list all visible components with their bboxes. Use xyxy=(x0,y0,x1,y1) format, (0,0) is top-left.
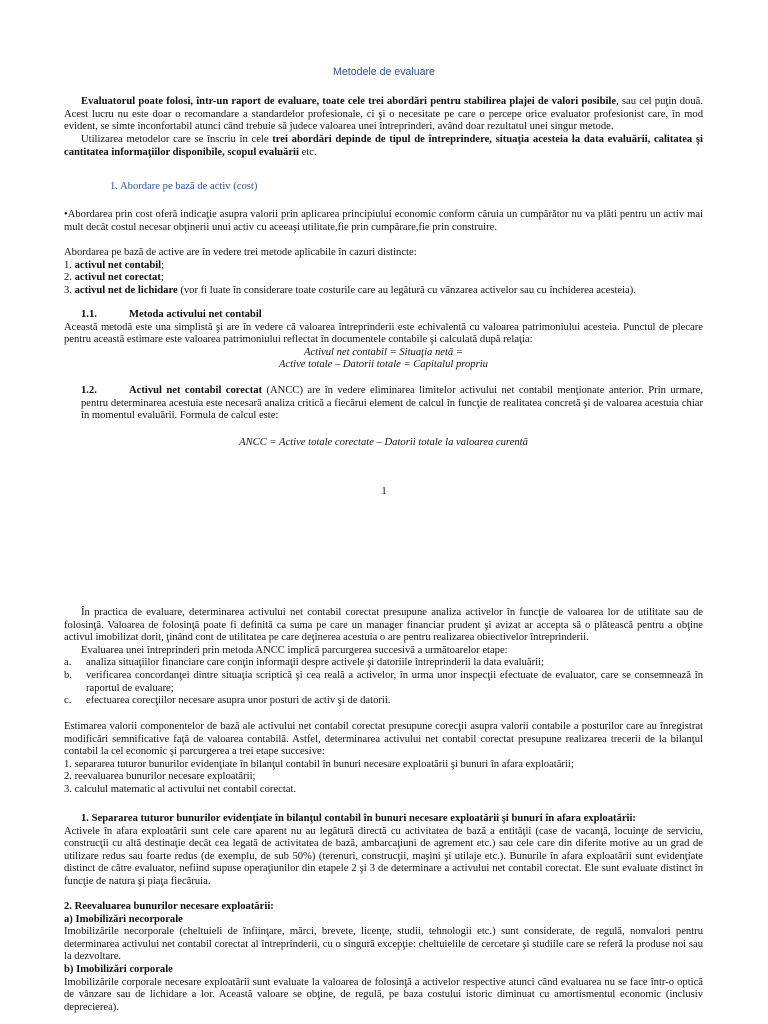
ancc-formula: ANCC = Active totale corectate – Datorii totale la valoarea curentă xyxy=(239,437,528,448)
list-item: c. efectuarea corecţiilor necesare asupra unor posturi de activ şi de datorii. xyxy=(64,695,391,707)
separation-section xyxy=(64,813,703,889)
cost-paragraph: •Abordarea prin cost oferă indicaţie asupra valorii prin aplicarea principiului economic conform căruia un cumpărător nu va plăti pentru un activ mai mult decât costul necesar obţinerii unui activ cu aceeaşi utilitate,fie prin cumpărare,fie prin construire. xyxy=(64,209,703,233)
method-item-2: 2. activul net corectat; xyxy=(64,272,164,284)
section-1-1-heading: 1.1. Metoda activului net contabil xyxy=(81,309,262,320)
separation-heading: 1. Separarea tuturor bunurilor evidenţiate în bilanţul contabil în bunuri necesare exploatării şi bunuri în afara exploatării: xyxy=(81,813,636,824)
separation-text: Activele în afara exploatării sunt cele care aparent nu au legătură directă cu activitatea de bază a entităţii (case de vacanţă, locuinţe de serviciu, construcţii cu altă destinaţie decât cea legată de activitatea de bază, ambarcaţiuni de agrement etc.) sau cele care din diferite motive au un grad de utilizare redus sau foarte redus (de exemplu, de sub 50%) (terenuri, construcţii, maşini şi utilaje etc.). Bunurile în afara exploatării sunt evidenţiate distinct de către evaluator, nefiind supuse operaţiunilor din etapele 2 şi 3 de determinare a activului net contabil corectat. Ele sunt evaluate distinct în funcţie de natura şi piaţa fiecăruia. xyxy=(64,825,703,887)
list-item: 1. separarea tuturor bunurilor evidenţiate în bilanţul contabil în bunuri necesare exploatării şi bunuri în afara exploatării; xyxy=(64,758,574,770)
list-item: b. verificarea concordanţei dintre situaţia scriptică şi cea reală a activelor, în urma unor inspecţii efectuate de evaluator, care se consemnează în raportul de evaluare; xyxy=(64,669,703,694)
intro-bold-text: Evaluatorul poate folosi, într-un raport de evaluare, toate cele trei abordări pentru stabilirea plajei de valori posibile xyxy=(81,96,617,107)
section-heading-cost: 1. Abordare pe bază de activ (cost) xyxy=(110,181,258,192)
list-item: 3. calculul matematic al activului net contabil corectat. xyxy=(64,783,297,795)
intro-paragraph-2 xyxy=(64,134,703,159)
methods-intro: Abordarea pe bază de active are în vedere trei metode aplicabile în cazuri distincte: xyxy=(64,247,417,258)
section-1-1 xyxy=(64,309,703,372)
method-item-1: 1. activul net contabil; xyxy=(64,259,165,271)
subheading-a: a) Imobilizări necorporale xyxy=(64,913,183,925)
list-item: a. analiza situaţiilor financiare care conţin informaţii despre activele şi datoriile întreprinderii la data evaluării; xyxy=(64,657,544,669)
intro-paragraph-1 xyxy=(64,96,703,134)
subheading-b: b) Imobilizări corporale xyxy=(64,963,173,975)
estimation-section xyxy=(64,721,703,797)
section-1-2 xyxy=(64,385,703,423)
practice-section xyxy=(64,607,703,708)
tangible-text: Imobilizările corporale necesare exploatării sunt evaluate la valoarea de folosinţă a activelor respective atunci când evaluarea nu se face într-o optică de vânzare sau de lichidare a lor. Această valoare se obţine, de regulă, pe baza costului istoric diminuat cu amortismentul economic (inclusiv deprecierea). xyxy=(64,976,703,1013)
formula-1: Activul net contabil = Situaţia netă = xyxy=(303,346,464,358)
methods-list xyxy=(64,247,703,297)
method-item-3: 3. activul net de lichidare (vor fi luate în considerare toate costurile care au legătură cu vânzarea activelor sau cu închiderea acesteia). xyxy=(64,284,636,296)
list-item: 2. reevaluarea bunurilor necesare exploatării; xyxy=(64,771,256,783)
intro2-end: etc. xyxy=(298,146,317,158)
section-1-1-text: Această metodă este una simplistă şi are în vedere că valoarea întreprinderii este echivalentă cu valoarea patrimoniului acesteia. Punctul de plecare pentru această estimare este valoarea patrimoniului reflectat în documentele contabile şi calculată după relaţia: xyxy=(64,321,703,346)
intangible-text: Imobilizările necorporale (cheltuieli de înfiinţare, mărci, brevete, licenţe, studii, tehnologii etc.) sunt considerate, de regulă, nonvalori pentru determinarea activului net contabil corectat al întreprinderii, cu o singură excepţie: cheltuielile de cercetare şi studiile care se referă la produse noi sau la dezvoltare. xyxy=(64,926,703,963)
reevaluation-heading: 2. Reevaluarea bunurilor necesare exploatării: xyxy=(64,901,274,912)
intro-text: , sau cel puţin două. Acest lucru nu este doar o recomandare a standardelor profesionale, ci şi o necesitate pe care o percepe orice evaluator profesionist care, în mod evident, se simte inconfortabil atunci când trebuie să judece valoarea unei întreprinderi, având doar rezultatul unei singur metode. xyxy=(64,96,703,133)
practice-paragraph: În practica de evaluare, determinarea activului net contabil corectat presupune analiza activelor în funcţie de valoarea lor de utilitate sau de folosinţă. Valoarea de folosinţă poate fi definită ca suma pe care un manager financiar prudent şi avizat ar accepta să o plătească pentru a obţine activul imobilizat dorit, ţinând cont de utilitatea pe care deţinerea acestuia o are pentru realizarea obiectivelor întreprinderii. xyxy=(64,607,703,644)
page-number: 1 xyxy=(381,486,387,497)
formula-2: Active totale – Datorii totale = Capitalul propriu xyxy=(279,359,488,371)
intro2-text-a: Utilizarea metodelor care se înscriu în cele xyxy=(81,134,273,145)
section-1-2-text: 1.2. Activul net contabil corectat (ANCC) are în vedere eliminarea limitelor activului net contabil menţionate anterior. Prin urmare, pentru determinarea acestuia este necesară analiza critică a fiecărui element de calcul în funcţie de realitatea concretă şi de valoarea acestuia chiar în momentul evaluării. Formula de calcul este: xyxy=(81,385,703,422)
reevaluation-section xyxy=(64,901,703,1014)
page-title: Metodele de evaluare xyxy=(333,66,435,78)
intro2-bold: trei abordări depinde de tipul de întreprindere, situaţia acesteia la data evaluării, calitatea şi cantitatea informaţiilor disponibile, scopul evaluării xyxy=(64,134,703,158)
practice-steps-intro: Evaluarea unei întreprinderi prin metoda ANCC implică parcurgerea succesivă a următoarelor etape: xyxy=(81,644,508,656)
estimation-paragraph: Estimarea valorii componentelor de bază ale activului net contabil corectat presupune corecţii asupra valorii contabile a posturilor care au înregistrat modificări semnificative faţă de valoarea contabilă. Astfel, determinarea activului net contabil corectat presupune realizarea trecerii de la bilanţul contabil la cel economic şi parcurgerea a trei etape succesive: xyxy=(64,721,703,758)
